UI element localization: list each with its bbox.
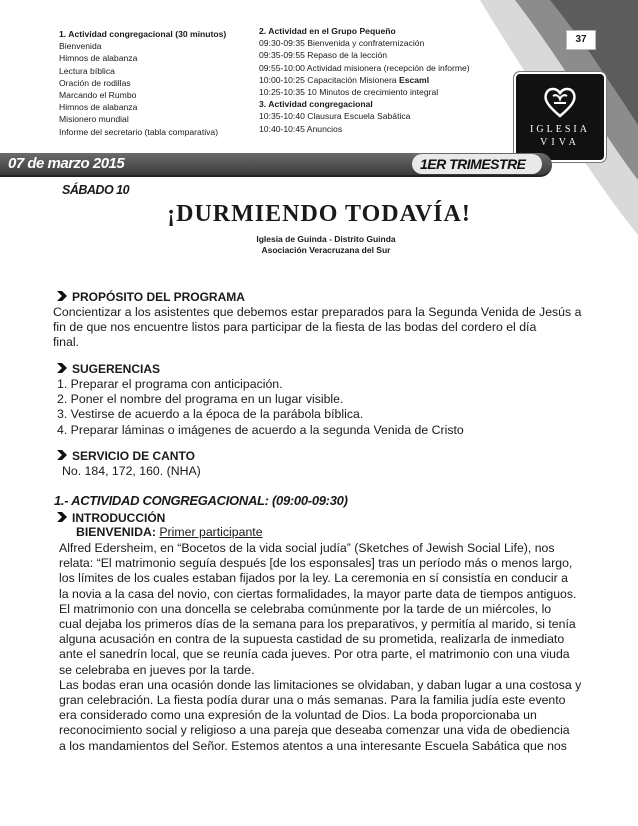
- paragraph-line: El matrimonio con una doncella se celebraba comúnmente por la tarde de un miércoles, lo: [59, 601, 552, 616]
- suggestion-item: 4. Preparar láminas o imágenes de acuerdo a la segunda Venida de Cristo: [57, 422, 464, 437]
- schedule-right-title: 2. Actividad en el Grupo Pequeño: [259, 26, 396, 36]
- date-banner: [0, 153, 552, 177]
- suggestions-list: [57, 377, 597, 438]
- purpose-line: fin de que nos encuentre listos para participar de la fiesta de las bodas del cordero el día: [53, 320, 537, 335]
- schedule-right-item-bold: Escaml: [398, 74, 430, 85]
- schedule-left-item: Oración de rodillas: [59, 77, 131, 88]
- welcome-value: Primer participante: [159, 525, 263, 539]
- schedule-left-item: Misionero mundial: [59, 114, 129, 125]
- suggestion-item: 1. Preparar el programa con anticipación.: [57, 377, 283, 391]
- paragraph-line: se celebraba en jueves por la tarde.: [59, 662, 255, 677]
- schedule-right-item: 10:35-10:40 Clausura Escuela Sabática: [259, 111, 411, 122]
- page-number: 37: [566, 30, 596, 50]
- schedule-left-item: Himnos de alabanza: [59, 53, 138, 64]
- schedule-right-item: 09:55-10:00 Actividad misionera (recepción de informe): [259, 62, 470, 73]
- chevron-right-icon: [56, 290, 68, 302]
- paragraph-line: a los mandamientos del Señor. Estemos atentos a una interesante Escuela Sabática que nos: [59, 738, 567, 753]
- suggestions-heading: [56, 362, 160, 376]
- association-name: Asociación Veracruzana del Sur: [261, 245, 391, 255]
- schedule-right-item: 09:30-09:35 Bienvenida y confraternización: [259, 38, 425, 49]
- logo-heart-icon: [542, 84, 578, 120]
- schedule-left-item: Informe del secretario (tabla comparativa): [59, 126, 219, 137]
- singing-text: No. 184, 172, 160. (NHA): [62, 464, 201, 478]
- schedule-right: [259, 25, 470, 135]
- purpose-heading: [56, 290, 245, 304]
- purpose-line: Concientizar a los asistentes que debemos estar preparados para la Segunda Venida de Jesús a: [53, 305, 582, 319]
- iglesia-viva-logo: [514, 72, 606, 162]
- banner-date: 07 de marzo 2015: [8, 155, 125, 172]
- introduction-heading-text: INTRODUCCIÓN: [72, 511, 166, 525]
- paragraph-line: gran celebración. La fiesta podía durar una o más semanas. Para la familia judía este evento: [59, 693, 566, 708]
- paragraph-line: Las bodas eran una ocasión donde las limitaciones se olvidaban, y daban lugar a una costosa y: [59, 677, 582, 692]
- schedule-left-item: Himnos de alabanza: [59, 102, 138, 113]
- purpose-line: final.: [53, 335, 79, 350]
- logo-word-viva: VIVA: [540, 137, 580, 148]
- introduction-heading: [56, 511, 165, 525]
- paragraph-line: relata: “El matrimonio seguía después [de los esponsales] tras un período más o menos largo,: [59, 556, 573, 571]
- schedule-left-item: Marcando el Rumbo: [59, 90, 137, 101]
- paragraph-line: reconocimiento social y religioso a una pareja que deseaba comenzar una vida de obediencia: [59, 723, 570, 738]
- banner-trimester: 1ER TRIMESTRE: [420, 156, 526, 172]
- suggestions-heading-text: SUGERENCIAS: [72, 362, 161, 376]
- page-title: ¡DURMIENDO TODAVÍA!: [167, 201, 471, 227]
- schedule-right-item: 10:25-10:35 10 Minutos de crecimiento integral: [259, 87, 439, 98]
- banner-day: SÁBADO 10: [62, 183, 130, 197]
- singing-heading-text: SERVICIO DE CANTO: [72, 449, 195, 463]
- paragraph-line: Alfred Edersheim, en “Bocetos de la vida social judía” (Sketches of Jewish Social Life), nos: [59, 541, 555, 555]
- schedule-right-item: [259, 74, 470, 86]
- chevron-right-icon: [56, 362, 68, 374]
- paragraph-line: los límites de los cuales estaban fijados por la ley. La ceremonia en sí consistía en conducir a: [59, 571, 568, 586]
- activity-heading: 1.- ACTIVIDAD CONGREGACIONAL: (09:00-09:30): [54, 493, 348, 508]
- purpose-text: [53, 305, 588, 351]
- schedule-right-item: 10:40-10:45 Anuncios: [259, 123, 343, 134]
- paragraph-line: la novia a la casa del novio, con ciertas formalidades, la mayor parte data de tiempos antiguos.: [59, 586, 577, 601]
- paragraph-line: era considerado como una expresión de la voluntad de Dios. La boda proporcionaba un: [59, 708, 537, 723]
- purpose-heading-text: PROPÓSITO DEL PROGRAMA: [72, 290, 245, 304]
- logo-word-iglesia: IGLESIA: [530, 124, 590, 135]
- singing-heading: [56, 449, 195, 463]
- welcome-line: [76, 525, 263, 540]
- paragraph-line: alguna acusación en contra de la supuesta castidad de su prometida, realizarla de inmediato: [59, 632, 565, 647]
- chevron-right-icon: [56, 449, 68, 461]
- schedule-left-item: Lectura bíblica: [59, 65, 115, 76]
- welcome-label: BIENVENIDA:: [76, 525, 156, 539]
- schedule-right-title3: 3. Actividad congregacional: [259, 99, 373, 110]
- paragraph-line: ante el sanedrín local, que se reunía cada jueves. Por otra parte, el matrimonio con una viuda: [59, 647, 570, 662]
- suggestion-item: 2. Poner el nombre del programa en un lugar visible.: [57, 392, 344, 407]
- schedule-left-item: Bienvenida: [59, 41, 102, 52]
- schedule-left: [59, 28, 226, 138]
- paragraph-line: cual dejaba los primeros días de la semana para los preparativos, y permitía al marido, si tenía: [59, 617, 576, 632]
- intro-paragraph: [59, 541, 587, 754]
- schedule-right-item-text: 10:00-10:25 Capacitación Misionera: [259, 74, 399, 85]
- schedule-right-item: 09:35-09:55 Repaso de la lección: [259, 50, 388, 61]
- suggestion-item: 3. Vestirse de acuerdo a la época de la parábola bíblica.: [57, 407, 364, 422]
- chevron-right-icon: [56, 511, 68, 523]
- church-name: Iglesia de Guinda - Distrito Guinda: [256, 234, 396, 244]
- schedule-left-title: 1. Actividad congregacional (30 minutos): [59, 29, 227, 39]
